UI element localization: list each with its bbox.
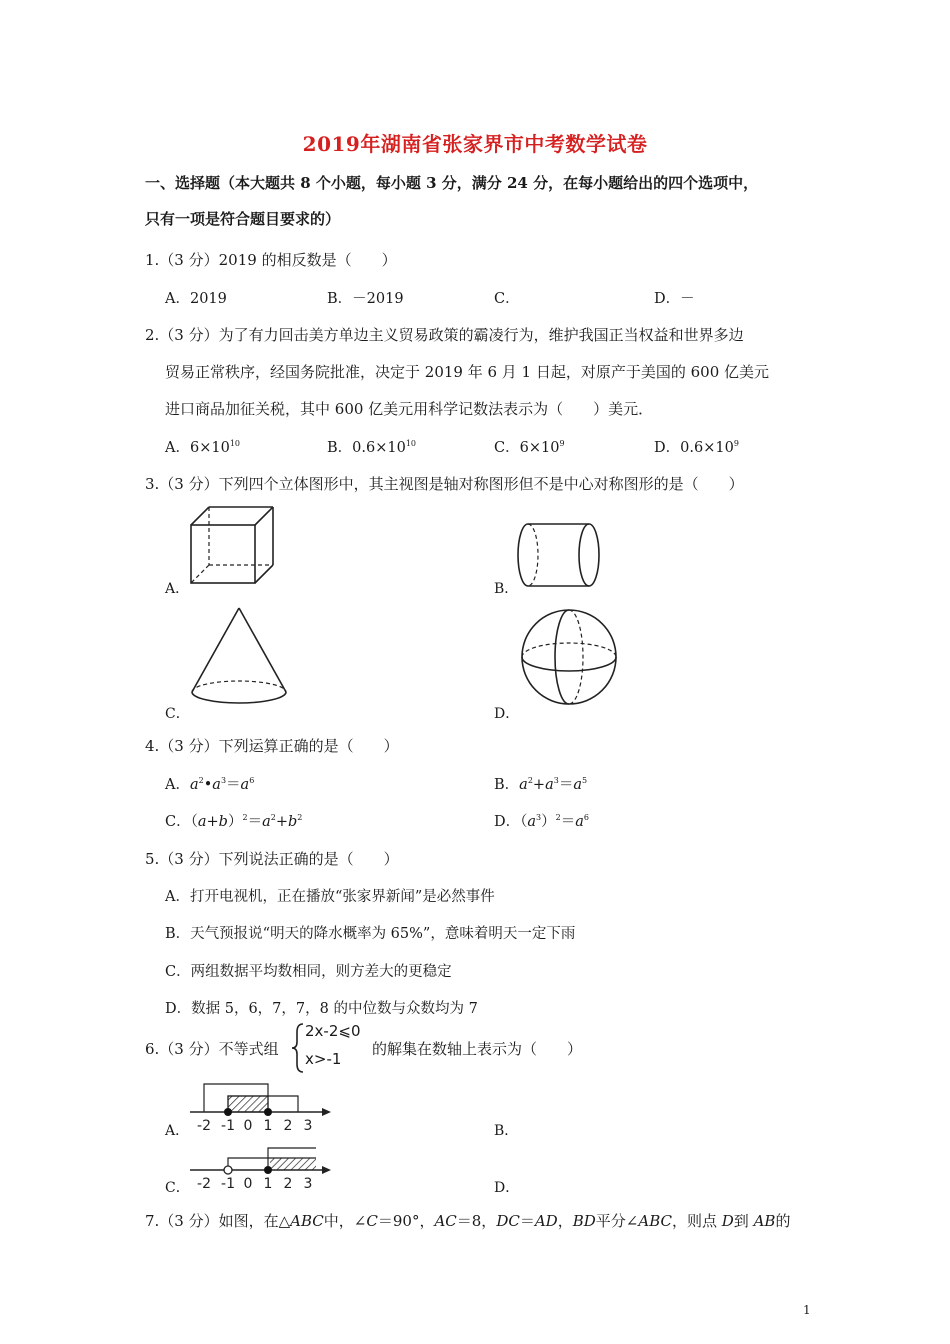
- q6-label-b: B．: [494, 1123, 519, 1139]
- axis-tick-label: 2: [283, 1118, 293, 1134]
- q2-option-c: C．$6\times 10^9$: [494, 439, 565, 456]
- axis-tick-label: -2: [197, 1118, 211, 1134]
- cylinder-figure: [514, 520, 606, 590]
- axis-tick-label: 0: [243, 1176, 253, 1192]
- q6-inequality-1: 2x-2⩽0: [305, 1022, 361, 1040]
- q2-option-b: B．$0.6\times 10^{10}$: [327, 439, 417, 456]
- q6-inequality-2: x>-1: [305, 1050, 342, 1068]
- q3-label-d: D．: [494, 706, 520, 722]
- q2-option-a: A．$6\times 10^{10}$: [165, 439, 240, 456]
- q6-stem-prefix: 6.（3 分）不等式组: [145, 1040, 279, 1058]
- q4-option-d: D．$(a^3)^2=a^6$: [494, 813, 589, 830]
- axis-tick-label: 0: [243, 1118, 253, 1134]
- q4-option-a: A．$a^2•a^3=a^6$: [165, 776, 255, 793]
- cube-figure: [186, 503, 278, 587]
- cone-figure: [186, 604, 294, 708]
- q3-label-c: C．: [165, 706, 190, 722]
- q2-stem-line3: 进口商品加征关税，其中 600 亿美元用科学记数法表示为（ ）美元．: [165, 400, 654, 418]
- page-title: 2019年湖南省张家界市中考数学试卷: [302, 132, 648, 156]
- q5-option-d: D．数据 5，6，7，7，8 的中位数与众数均为 7: [165, 1001, 478, 1017]
- axis-tick-label: 3: [303, 1118, 313, 1134]
- q1-option-a: A．2019: [165, 291, 227, 307]
- axis-tick-label: 2: [283, 1176, 293, 1192]
- sphere-figure: [518, 606, 620, 708]
- q3-label-b: B．: [494, 581, 519, 597]
- q6-brace: [290, 1022, 306, 1074]
- q4-option-c: C．$(a+b)^2=a^2+b^2$: [165, 813, 303, 830]
- q5-option-b: B．天气预报说“明天的降水概率为 65%”，意味着明天一定下雨: [165, 926, 576, 942]
- q4-stem: 4.（3 分）下列运算正确的是（ ）: [145, 737, 399, 755]
- q6-label-a: A．: [165, 1123, 190, 1139]
- axis-tick-label: 1: [263, 1118, 273, 1134]
- q5-stem: 5.（3 分）下列说法正确的是（ ）: [145, 850, 399, 868]
- q1-option-c: C．: [494, 291, 520, 307]
- q5-option-a: A．打开电视机，正在播放“张家界新闻”是必然事件: [165, 889, 495, 905]
- q2-stem-line2: 贸易正常秩序，经国务院批准，决定于 2019 年 6 月 1 日起，对原产于美国的 600 亿美元: [165, 363, 770, 381]
- axis-tick-label: -1: [221, 1118, 235, 1134]
- q5-option-c: C．两组数据平均数相同，则方差大的更稳定: [165, 964, 452, 980]
- q1-option-b: B．－2019: [327, 291, 404, 307]
- q2-option-d: D．$0.6\times 10^9$: [654, 439, 739, 456]
- page-number: 1: [803, 1303, 811, 1317]
- q3-stem: 3.（3 分）下列四个立体图形中，其主视图是轴对称图形但不是中心对称图形的是（ ）: [145, 475, 744, 493]
- section-heading-line1: 一、选择题（本大题共 8 个小题，每小题 3 分，满分 24 分，在每小题给出的四个选项中，: [145, 174, 759, 192]
- axis-tick-label: -2: [197, 1176, 211, 1192]
- axis-tick-label: 1: [263, 1176, 273, 1192]
- q4-option-b: B．$a^2+a^3=a^5$: [494, 776, 588, 793]
- axis-tick-label: 3: [303, 1176, 313, 1192]
- section-heading-line2: 只有一项是符合题目要求的）: [145, 210, 341, 228]
- q1-stem: 1.（3 分）2019 的相反数是（ ）: [145, 251, 397, 269]
- q6-label-d: D．: [494, 1180, 520, 1196]
- q7-stem: 7.（3 分）如图，在△ABC中，∠C＝90°，AC＝8，DC＝AD，BD平分∠ABC，则点 D到 AB的: [145, 1212, 791, 1230]
- q6-stem-suffix: 的解集在数轴上表示为（ ）: [372, 1040, 583, 1058]
- q6-label-c: C．: [165, 1180, 190, 1196]
- axis-tick-label: -1: [221, 1176, 235, 1192]
- q2-stem-line1: 2.（3 分）为了有力回击美方单边主义贸易政策的霸凌行为，维护我国正当权益和世界多边: [145, 326, 744, 344]
- number-line-a: [186, 1078, 336, 1136]
- number-line-c: [186, 1140, 336, 1194]
- q1-option-d: D．－: [654, 291, 695, 307]
- q3-label-a: A．: [165, 581, 190, 597]
